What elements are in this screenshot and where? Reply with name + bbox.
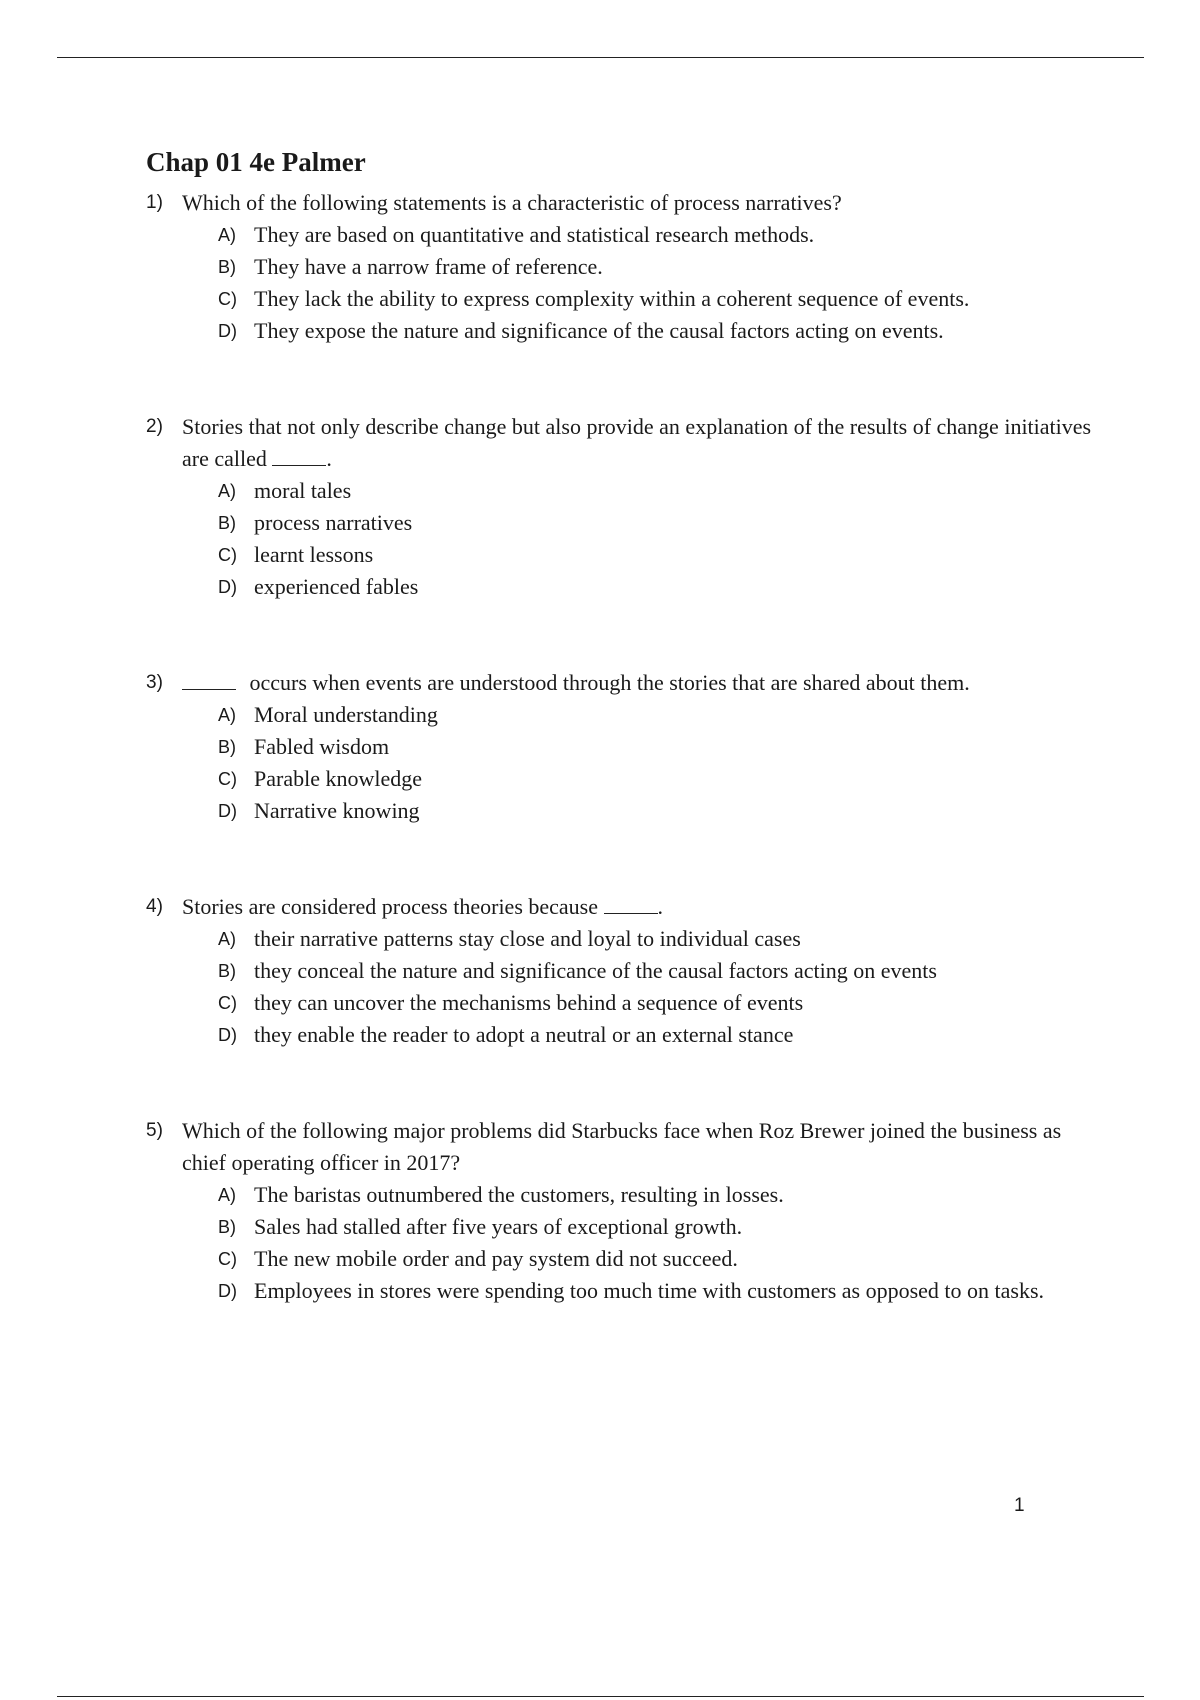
option-c [218, 283, 1096, 315]
option-letter: B) [218, 961, 236, 981]
option-text: learnt lessons [254, 542, 374, 567]
question-text-after: occurs when events are understood through the stories that are shared about them. [249, 670, 970, 695]
option-letter: D) [218, 1025, 237, 1045]
option-text: Sales had stalled after five years of exceptional growth. [254, 1214, 743, 1239]
option-text: Narrative knowing [254, 798, 420, 823]
page-number: 1 [1014, 1495, 1025, 1516]
option-text: They are based on quantitative and statistical research methods. [254, 222, 815, 247]
option-letter: C) [218, 289, 237, 309]
option-c [218, 1243, 1096, 1275]
question-1 [146, 187, 1096, 347]
question-text-before: Stories that not only describe change but also provide an explanation of the results of change initiatives are called [182, 414, 1092, 471]
option-letter: D) [218, 801, 237, 821]
question-3 [146, 667, 1096, 827]
answer-options [218, 699, 1096, 827]
answer-options [218, 923, 1096, 1051]
option-text: The baristas outnumbered the customers, resulting in losses. [254, 1182, 784, 1207]
question-text: Which of the following statements is a characteristic of process narratives? [182, 190, 842, 215]
option-d [218, 1275, 1096, 1307]
question-text [182, 667, 1096, 699]
option-letter: C) [218, 993, 237, 1013]
option-letter: D) [218, 1281, 237, 1301]
option-letter: B) [218, 513, 236, 533]
question-number: 2) [146, 416, 163, 437]
option-d [218, 795, 1096, 827]
question-text [182, 891, 1096, 923]
option-text: Moral understanding [254, 702, 438, 727]
answer-blank [182, 669, 236, 690]
question-text-after: . [657, 894, 664, 919]
answer-blank [272, 445, 326, 466]
question-5 [146, 1115, 1096, 1307]
option-text: their narrative patterns stay close and loyal to individual cases [254, 926, 801, 951]
option-text: experienced fables [254, 574, 419, 599]
question-number: 4) [146, 896, 163, 917]
answer-options [218, 219, 1096, 347]
option-b [218, 955, 1096, 987]
option-letter: A) [218, 225, 236, 245]
option-text: The new mobile order and pay system did not succeed. [254, 1246, 738, 1271]
option-a [218, 475, 1096, 507]
question-text-before: Stories are considered process theories because [182, 894, 599, 919]
option-letter: B) [218, 737, 236, 757]
footer-rule [57, 1696, 1144, 1697]
option-c [218, 763, 1096, 795]
option-letter: B) [218, 257, 236, 277]
document-body [146, 146, 1096, 1371]
document-title: Chap 01 4e Palmer [146, 147, 366, 177]
option-letter: C) [218, 769, 237, 789]
option-letter: A) [218, 481, 236, 501]
option-text: They expose the nature and significance of the causal factors acting on events. [254, 318, 944, 343]
option-text: Parable knowledge [254, 766, 422, 791]
option-d [218, 571, 1096, 603]
option-letter: D) [218, 577, 237, 597]
question-number: 3) [146, 672, 163, 693]
option-text: they conceal the nature and significance of the causal factors acting on events [254, 958, 937, 983]
option-letter: C) [218, 545, 237, 565]
option-text: They lack the ability to express complexity within a coherent sequence of events. [254, 286, 970, 311]
option-a [218, 219, 1096, 251]
option-letter: D) [218, 321, 237, 341]
option-letter: A) [218, 929, 236, 949]
answer-blank [604, 893, 658, 914]
option-a [218, 1179, 1096, 1211]
option-letter: B) [218, 1217, 236, 1237]
option-b [218, 1211, 1096, 1243]
option-b [218, 731, 1096, 763]
option-c [218, 539, 1096, 571]
question-text: Which of the following major problems did Starbucks face when Roz Brewer joined the business as chief operating officer in 2017? [182, 1118, 1062, 1175]
option-letter: A) [218, 705, 236, 725]
question-text-after: . [326, 446, 332, 471]
option-c [218, 987, 1096, 1019]
question-number: 5) [146, 1120, 163, 1141]
option-a [218, 699, 1096, 731]
question-4 [146, 891, 1096, 1051]
question-number: 1) [146, 192, 163, 213]
option-text: Fabled wisdom [254, 734, 390, 759]
option-letter: A) [218, 1185, 236, 1205]
option-d [218, 1019, 1096, 1051]
option-text: They have a narrow frame of reference. [254, 254, 603, 279]
option-text: moral tales [254, 478, 352, 503]
option-text: they can uncover the mechanisms behind a sequence of events [254, 990, 804, 1015]
option-d [218, 315, 1096, 347]
option-text: they enable the reader to adopt a neutral or an external stance [254, 1022, 794, 1047]
option-text: Employees in stores were spending too much time with customers as opposed to on tasks. [254, 1278, 1045, 1303]
option-text: process narratives [254, 510, 413, 535]
option-letter: C) [218, 1249, 237, 1269]
header-rule [57, 57, 1144, 58]
question-text [182, 411, 1096, 475]
answer-options [218, 1179, 1096, 1307]
option-a [218, 923, 1096, 955]
question-2 [146, 411, 1096, 603]
option-b [218, 507, 1096, 539]
answer-options [218, 475, 1096, 603]
option-b [218, 251, 1096, 283]
